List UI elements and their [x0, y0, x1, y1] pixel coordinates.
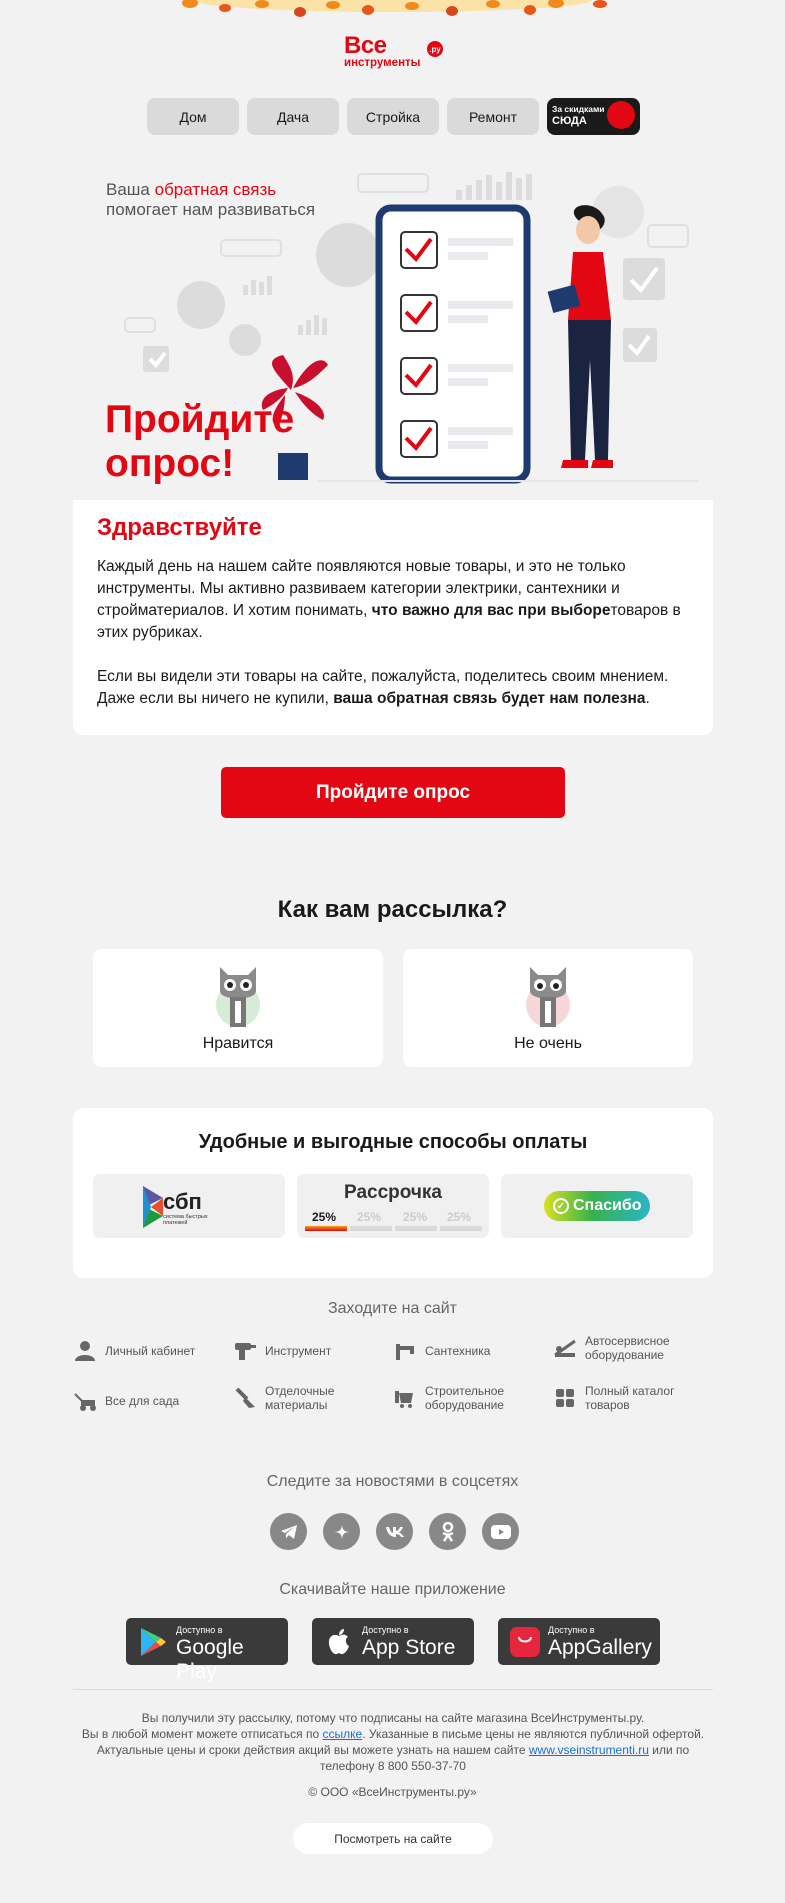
- apps-title: Скачивайте наше приложение: [279, 1581, 506, 1598]
- installment-bar-2: [350, 1226, 392, 1231]
- dislike-label: Не очень: [514, 1035, 582, 1052]
- person-icon: [73, 1340, 97, 1362]
- category-nav: [147, 98, 640, 135]
- link-garden-label: Все для сада: [105, 1394, 180, 1408]
- nav-dacha[interactable]: Дача: [247, 98, 339, 135]
- installment-part-3: 25%: [403, 1210, 428, 1224]
- greeting-paragraph-2: [97, 666, 689, 710]
- telegram-icon[interactable]: [270, 1513, 307, 1550]
- nav-home[interactable]: Дом: [147, 98, 239, 135]
- huawei-icon: [510, 1627, 540, 1657]
- footer-line-3: [73, 1742, 713, 1774]
- unsubscribe-link[interactable]: ссылке: [322, 1727, 363, 1741]
- percent-badge-icon: [607, 101, 635, 129]
- greeting-card: [73, 500, 713, 735]
- link-plumbing-label: Сантехника: [425, 1344, 491, 1358]
- spasibo-tile[interactable]: [501, 1174, 693, 1238]
- link-auto[interactable]: [553, 1334, 703, 1362]
- youtube-icon[interactable]: [482, 1513, 519, 1550]
- car-lift-icon: [553, 1337, 577, 1359]
- copyright: © ООО «ВсеИнструменты.ру»: [308, 1785, 477, 1799]
- hero-feedback-highlight: обратная связь: [154, 180, 277, 199]
- drill-icon: [233, 1340, 257, 1362]
- footer-line2-start: Вы в любой момент можете отписаться по: [81, 1727, 323, 1741]
- faucet-icon: [393, 1340, 417, 1362]
- footer-line3-start: Актуальные цены и сроки действия акций вы можете узнать на нашем сайте: [96, 1743, 529, 1757]
- appgallery-button[interactable]: [498, 1618, 660, 1665]
- vk-icon[interactable]: [376, 1513, 413, 1550]
- check-circle-icon: ✓: [553, 1198, 569, 1214]
- sad-mascot-icon: [522, 961, 574, 1029]
- dislike-button[interactable]: [403, 949, 693, 1067]
- view-on-site-button[interactable]: Посмотреть на сайте: [293, 1823, 493, 1854]
- p2-end: .: [645, 690, 650, 707]
- app-store-name: App Store: [362, 1636, 456, 1659]
- installment-part-2: 25%: [357, 1210, 382, 1224]
- footer-line3-end: или по телефону 8 800 550-37-70: [320, 1743, 690, 1773]
- installment-part-4: 25%: [447, 1210, 472, 1224]
- autumn-leaves-decoration: [0, 0, 785, 22]
- hero-headline: Пройдите опрос!: [105, 398, 295, 485]
- site-link[interactable]: www.vseinstrumenti.ru: [528, 1743, 649, 1757]
- installment-bar-3: [395, 1226, 437, 1231]
- footer-line-2: [73, 1726, 713, 1742]
- p2-bold: ваша обратная связь будет нам полезна: [333, 690, 646, 707]
- installment-part-1: 25%: [312, 1210, 337, 1224]
- link-finishing[interactable]: [233, 1384, 383, 1412]
- appgallery-top: Доступно в: [548, 1625, 595, 1635]
- link-auto-label: Автосервисное оборудование: [585, 1334, 670, 1362]
- footer-line-1: Вы получили эту рассылку, потому что подписаны на сайте магазина ВсеИнструменты.ру.: [141, 1711, 645, 1725]
- google-play-button[interactable]: [126, 1618, 288, 1683]
- nav-repair[interactable]: Ремонт: [447, 98, 539, 135]
- brand-logo[interactable]: [342, 32, 447, 74]
- brush-icon: [233, 1387, 257, 1409]
- link-tools-label: Инструмент: [265, 1344, 332, 1358]
- link-construction-equipment[interactable]: [393, 1384, 543, 1412]
- app-stores: [126, 1618, 660, 1683]
- appgallery-name: AppGallery: [548, 1636, 652, 1659]
- nav-construction[interactable]: Стройка: [347, 98, 439, 135]
- installment-bar-4: [440, 1226, 482, 1231]
- sbp-subtitle: система быстрых платежей: [163, 1214, 208, 1226]
- google-play-top: Доступно в: [176, 1625, 223, 1635]
- payment-title: Удобные и выгодные способы оплаты: [198, 1131, 588, 1153]
- dzen-icon[interactable]: [323, 1513, 360, 1550]
- p1-end: товаров в этих рубриках.: [97, 602, 681, 641]
- sbp-logo-icon: [143, 1186, 163, 1228]
- site-links-title: Заходите на сайт: [327, 1300, 458, 1317]
- link-account-label: Личный кабинет: [105, 1344, 196, 1358]
- link-construction-equipment-label: Строительное оборудование: [425, 1384, 505, 1412]
- google-play-name: Google Play: [176, 1636, 244, 1683]
- link-finishing-label: Отделочные материалы: [265, 1384, 335, 1412]
- like-button[interactable]: [93, 949, 383, 1067]
- ok-icon[interactable]: [429, 1513, 466, 1550]
- link-account[interactable]: [73, 1340, 223, 1362]
- apple-icon: [324, 1627, 354, 1657]
- rating-title: Как вам рассылка?: [277, 896, 508, 923]
- greeting-title: Здравствуйте: [97, 514, 262, 541]
- logo-badge: .ру: [427, 41, 443, 57]
- take-survey-button[interactable]: Пройдите опрос: [221, 767, 565, 818]
- app-store-top: Доступно в: [362, 1625, 409, 1635]
- hero-banner[interactable]: [73, 160, 713, 500]
- footer-line2-end: . Указанные в письме цены не являются публичной офертой.: [362, 1727, 705, 1741]
- nav-promo-banner[interactable]: [547, 98, 640, 135]
- link-garden[interactable]: [73, 1390, 223, 1412]
- hero-feedback-suffix: помогает нам развиваться: [106, 200, 316, 219]
- catalog-icon: [553, 1387, 577, 1409]
- logo-line1: Все: [344, 32, 387, 59]
- spasibo-label: Спасибо: [573, 1197, 642, 1214]
- logo-line2: инструменты: [344, 57, 421, 69]
- footer-divider: [73, 1689, 713, 1690]
- social-links: [270, 1513, 519, 1550]
- installment-bar-1: [305, 1226, 347, 1231]
- google-play-icon: [138, 1627, 168, 1657]
- link-catalog-label: Полный каталог товаров: [585, 1384, 675, 1412]
- link-catalog[interactable]: [553, 1384, 703, 1412]
- hero-feedback-text: [106, 180, 326, 220]
- installments-title: Рассрочка: [344, 1182, 442, 1203]
- lawnmower-icon: [73, 1390, 97, 1412]
- greeting-paragraph-1: [97, 556, 689, 644]
- footer-text: [73, 1710, 713, 1774]
- mixer-icon: [393, 1387, 417, 1409]
- happy-mascot-icon: [212, 961, 264, 1029]
- installments-tile[interactable]: [297, 1174, 489, 1238]
- social-title: Следите за новостями в соцсетях: [266, 1473, 519, 1490]
- sbp-tile[interactable]: [93, 1174, 285, 1238]
- p1-start: Каждый день на нашем сайте появляются новые товары, и это не только инструменты. Мы активно развиваем категории электрики, сантехники и стройматериалов. И хотим понимать,: [97, 558, 626, 619]
- spasibo-badge: [544, 1191, 650, 1221]
- link-tools[interactable]: [233, 1340, 383, 1362]
- promo-line1: За скидками: [552, 104, 605, 114]
- like-label: Нравится: [202, 1035, 274, 1052]
- p2-start: Если вы видели эти товары на сайте, пожалуйста, поделитесь своим мнением. Даже если вы ничего не купили,: [97, 668, 669, 707]
- promo-line2: СЮДА: [552, 115, 587, 127]
- link-plumbing[interactable]: [393, 1340, 543, 1362]
- payment-card: [73, 1108, 713, 1278]
- sbp-name: сбп: [163, 1189, 202, 1214]
- app-store-button[interactable]: [312, 1618, 474, 1665]
- hero-feedback-prefix: Ваша: [106, 180, 155, 199]
- p1-bold: что важно для вас при выборе: [371, 602, 611, 619]
